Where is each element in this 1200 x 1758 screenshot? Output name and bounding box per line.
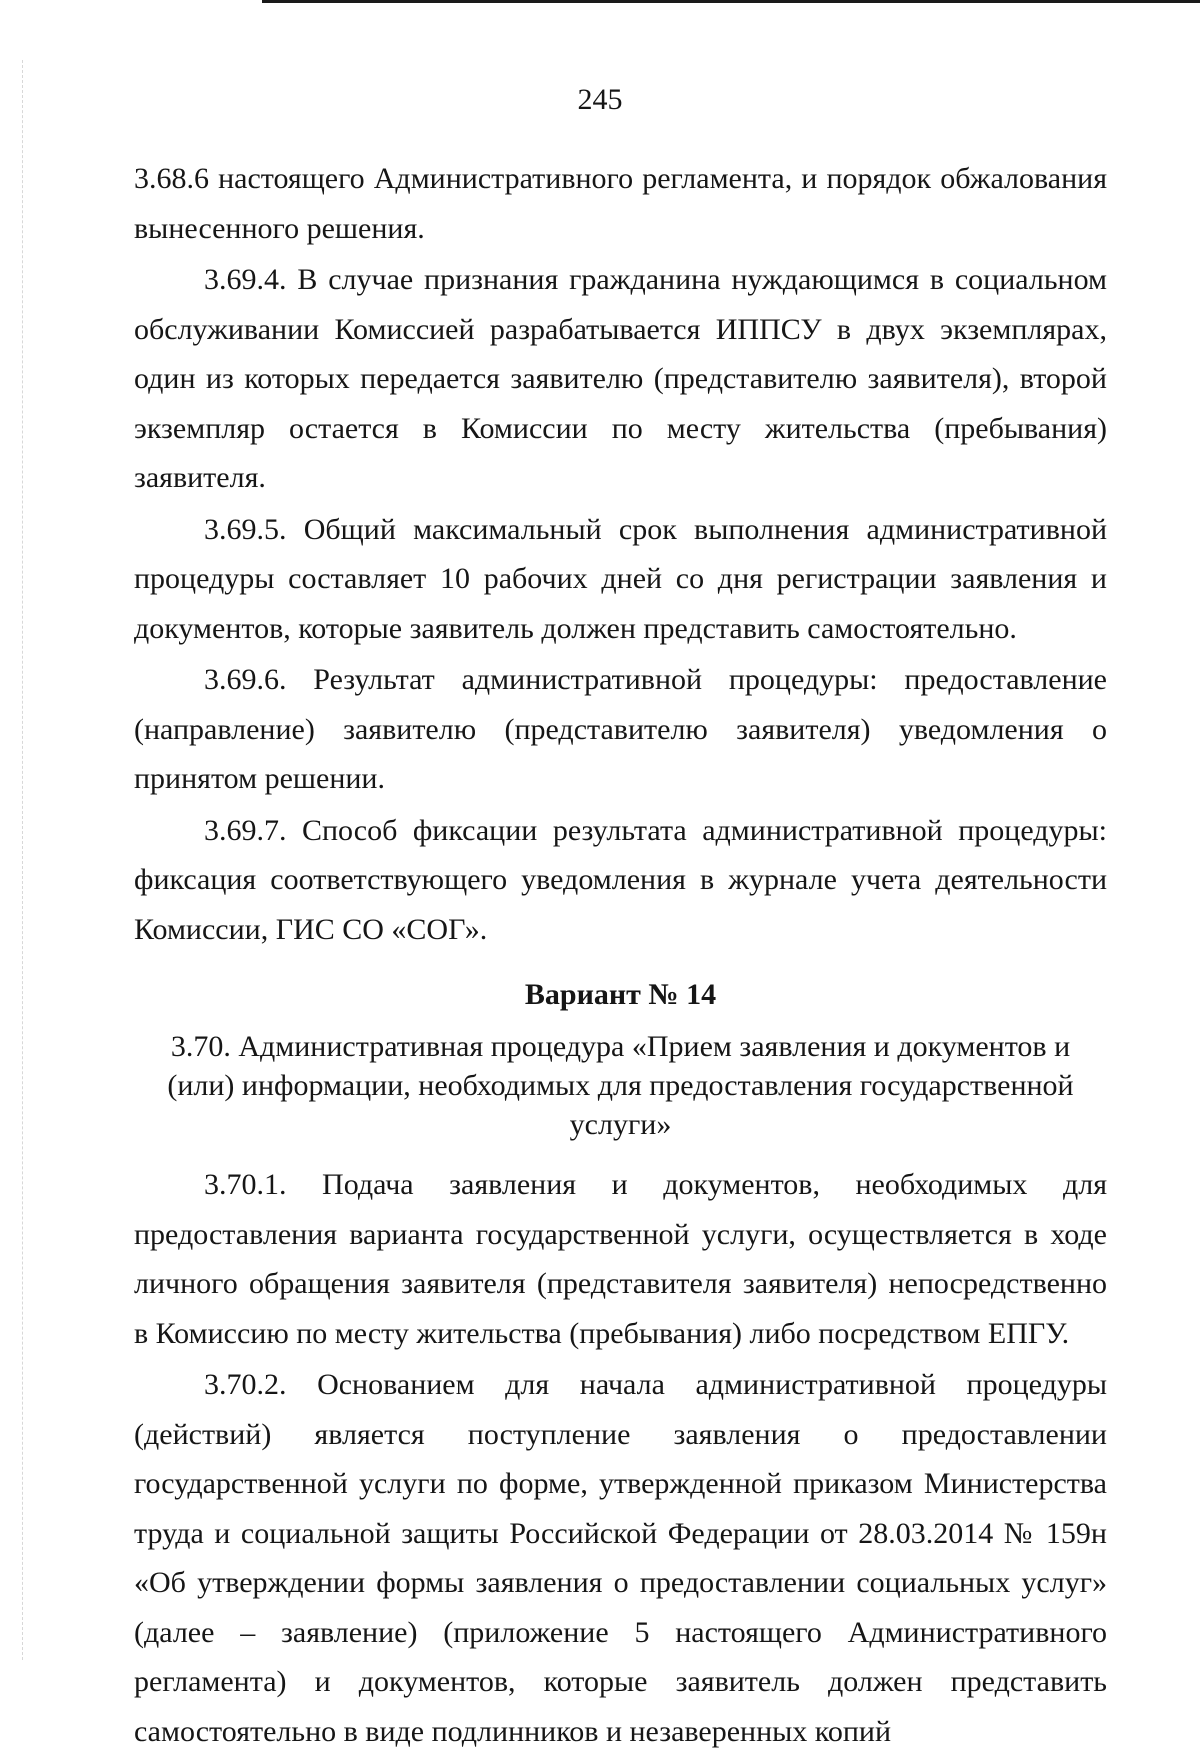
top-border-line bbox=[262, 0, 1200, 3]
paragraph-3-69-7: 3.69.7. Способ фиксации результата административной процедуры: фиксация соответствующего уведомления в журнале учета деятельности Комиссии, ГИС СО «СОГ». bbox=[134, 813, 1107, 946]
paragraph-3-70-2: 3.70.2. Основанием для начала административной процедуры (действий) является поступление заявления о предоставлении государственной услуги по форме, утвержденной приказом Министерства труда и социальной защиты Российской Федерации от 28.03.2014 № 159н «Об утверждении формы заявления о предоставлении социальных услуг» (далее – заявление) (приложение 5 настоящего Административного регламента) и документов, которые заявитель должен представить самостоятельно в виде подлинников и незаверенных копий bbox=[134, 1368, 1107, 1748]
paragraph-3-69-6: 3.69.6. Результат административной процедуры: предоставление (направление) заявителю (представителю заявителя) уведомления о принятом решении. bbox=[134, 663, 1107, 795]
paragraph-3-69-5: 3.69.5. Общий максимальный срок выполнения административной процедуры составляет 10 рабочих дней со дня регистрации заявления и документов, которые заявитель должен представить самостоятельно. bbox=[134, 512, 1107, 645]
paragraph-3-69-4: 3.69.4. В случае признания гражданина нуждающимся в социальном обслуживании Комиссией разрабатывается ИППСУ в двух экземплярах, один из которых передается заявителю (представителю заявителя), второй экземпляр остается в Комиссии по месту жительства (пребывания) заявителя. bbox=[134, 263, 1107, 494]
paragraph-3-68-6-continuation: 3.68.6 настоящего Административного регламента, и порядок обжалования вынесенного решения. bbox=[134, 162, 1107, 245]
page-number: 245 bbox=[577, 83, 623, 116]
section-3-70-title: 3.70. Административная процедура «Прием заявления и документов и (или) информации, необходимых для предоставления государственной услуги» bbox=[167, 1030, 1074, 1141]
document-body bbox=[134, 154, 1107, 1758]
paragraph-3-70-1: 3.70.1. Подача заявления и документов, необходимых для предоставления варианта государственной услуги, осуществляется в ходе личного обращения заявителя (представителя заявителя) непосредственно в Комиссию по месту жительства (пребывания) либо посредством ЕПГУ. bbox=[134, 1168, 1107, 1350]
variant-heading: Вариант № 14 bbox=[524, 978, 717, 1011]
binding-edge bbox=[22, 60, 23, 1660]
